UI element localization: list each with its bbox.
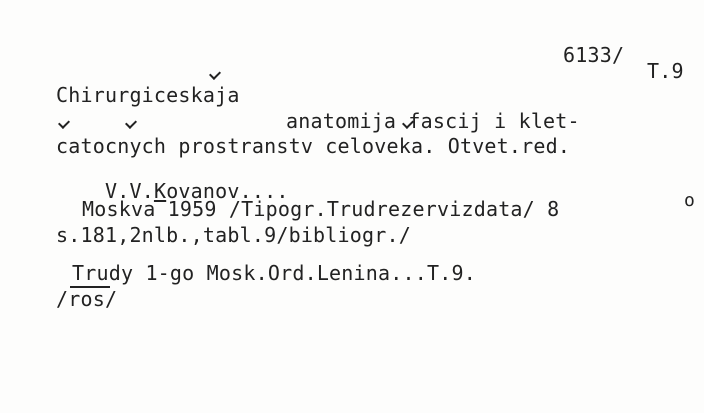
volume-label: T.9 [647,59,684,83]
editor-prefix: V.V. [104,179,154,203]
series-line-1: Trudy 1-go Mosk.Ord.Lenina...T.9. [72,261,476,285]
hacek-mark [402,124,412,130]
hacek-mark [125,124,135,130]
title-line-2: anatomija fascij i klet- [286,109,580,133]
imprint-line-1: Moskva 1959 /Tipogr.Trudrezervizdata/ 8 [82,197,560,221]
title-main: Chirurgiceskaja [56,83,240,107]
title-line-3: catocnych prostranstv celoveka. Otvet.red. [56,134,571,158]
format-superscript: o [684,190,695,211]
editor-initial: K [153,179,167,203]
editor-rest: ovanov.... [166,179,289,203]
series-overline [70,286,110,288]
hacek-mark [58,124,68,130]
hacek-mark [209,75,219,81]
call-number: 6133/ [563,43,625,67]
series-line-2: /ros/ [56,287,118,311]
imprint-line-2: s.181,2nlb.,tabl.9/bibliogr./ [56,223,411,247]
